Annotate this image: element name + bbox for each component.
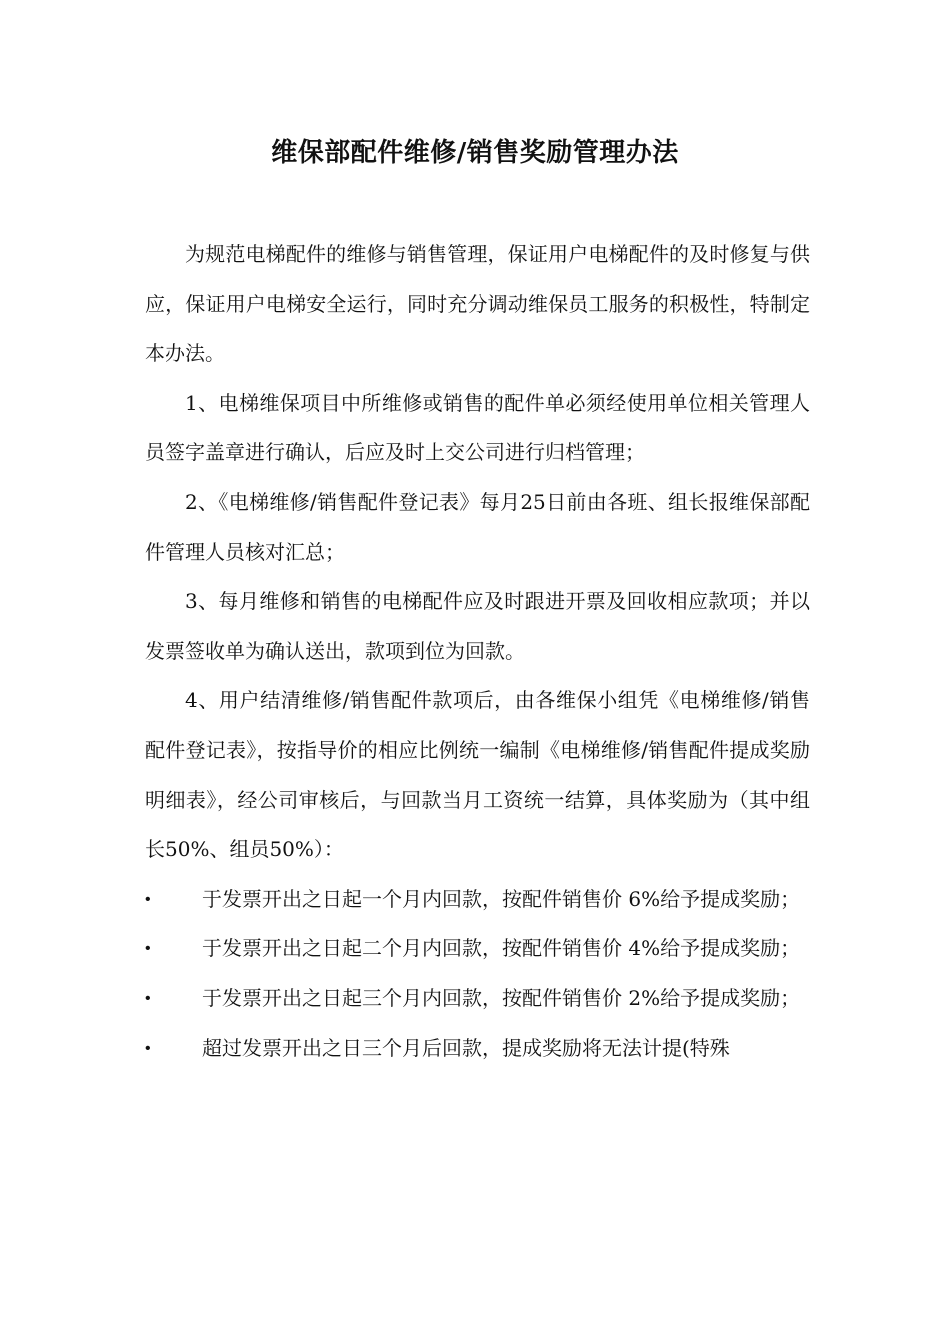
bullet-item-two-months <box>145 924 810 974</box>
reward-bullet-list <box>145 875 810 1073</box>
bullet-text: 于发票开出之日起一个月内回款，按配件销售价 6%给予提成奖励； <box>202 886 801 911</box>
bullet-icon: • <box>145 1039 151 1057</box>
paragraph-item-2: 2、《电梯维修/销售配件登记表》每月25日前由各班、组长报维保部配件管理人员核对汇总； <box>145 489 810 564</box>
bullet-item-over-three-months <box>145 1024 810 1074</box>
document-body <box>145 230 810 1073</box>
bullet-item-one-month <box>145 875 810 925</box>
paragraph-item-4: 4、用户结清维修/销售配件款项后，由各维保小组凭《电梯维修/销售配件登记表》，按指导价的相应比例统一编制《电梯维修/销售配件提成奖励明细表》，经公司审核后，与回款当月工资统一结算，具体奖励为（其中组长50%、组员50%）： <box>145 688 810 862</box>
bullet-text: 于发票开出之日起三个月内回款，按配件销售价 2%给予提成奖励； <box>202 985 801 1010</box>
document-title: 维保部配件维修/销售奖励管理办法 <box>271 138 679 168</box>
paragraph-intro: 为规范电梯配件的维修与销售管理，保证用户电梯配件的及时修复与供应，保证用户电梯安全运行，同时充分调动维保员工服务的积极性，特制定本办法。 <box>145 242 810 366</box>
bullet-icon: • <box>145 940 151 958</box>
paragraph-item-1: 1、电梯维保项目中所维修或销售的配件单必须经使用单位相关管理人员签字盖章进行确认，后应及时上交公司进行归档管理； <box>145 390 810 465</box>
bullet-icon: • <box>145 890 151 908</box>
bullet-text: 于发票开出之日起二个月内回款，按配件销售价 4%给予提成奖励； <box>202 936 801 961</box>
paragraph-item-3: 3、每月维修和销售的电梯配件应及时跟进开票及回收相应款项；并以发票签收单为确认送出，款项到位为回款。 <box>145 589 810 663</box>
bullet-item-three-months <box>145 974 810 1024</box>
bullet-icon: • <box>145 989 151 1007</box>
bullet-text: 超过发票开出之日三个月后回款，提成奖励将无法计提(特殊 <box>202 1035 730 1060</box>
